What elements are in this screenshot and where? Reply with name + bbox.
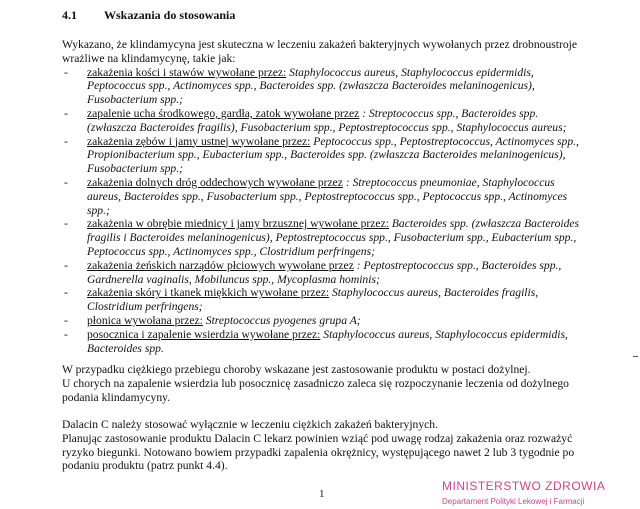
list-item (62, 217, 582, 258)
list-item (62, 176, 582, 217)
indication-label: zakażenia dolnych dróg oddechowych wywołane przez (87, 175, 343, 189)
list-item (62, 314, 582, 328)
indication-organisms: Bacteroides spp. (zwłaszcza Bacteroides fragilis i Bacteroides melaninogenicus), Peptostreptococcus spp., Fusobacterium spp., Eubacterium spp., Peptococcus spp., Actinomyces spp., Clostridium perfringens; (87, 217, 580, 258)
indication-label: posocznica i zapalenie wsierdzia wywołane przez: (87, 327, 321, 341)
margin-mark (633, 356, 638, 357)
section-heading (62, 9, 235, 23)
list-item (62, 328, 582, 356)
iv-use-paragraph (62, 363, 577, 404)
intro-paragraph: Wykazano, że klindamycyna jest skuteczna w leczeniu zakażeń bakteryjnych wywołanych przez drobnoustroje wrażliwe na klindamycynę, takie jak: (62, 38, 578, 65)
list-item (62, 66, 582, 107)
indication-label: zapalenie ucha środkowego, gardła, zatok wywołane przez (87, 106, 360, 120)
indication-organisms: : Peptostreptococcus spp., Bacteroides spp., Gardnerella vaginalis, Mobiluncus spp., Mycoplasma hominis; (87, 258, 562, 286)
indication-label: zakażenia zębów i jamy ustnej wywołane przez: (87, 134, 311, 148)
indication-organisms: Peptococcus spp., Peptostreptococcus, Actinomyces spp., Propionibacterium spp., Eubacterium spp., Bacteroides spp. (zwłaszcza Bacteroides melaninogenicus), Fusobacterium spp.; (87, 134, 579, 176)
stamp-title: MINISTERSTWO ZDROWIA (442, 479, 606, 493)
indication-label: zakażenia kości i stawów wywołane przez: (87, 65, 287, 79)
list-item (62, 286, 582, 314)
section-number: 4.1 (62, 8, 77, 22)
page-number: 1 (319, 488, 325, 500)
list-item (62, 107, 582, 135)
paragraph-line: Planując zastosowanie produktu Dalacin C lekarz powinien wziąć pod uwagę rodzaj zakażenia oraz rozważyć ryzyko biegunki. Notowano bowiem przypadki zapalenia okrężnicy, występującego nawet 2 lub 3 tygodnie po podaniu produktu (patrz punkt 4.4). (62, 431, 575, 473)
indication-organisms: : Streptococcus spp., Bacteroides spp. (zwłaszcza Bacteroides fragilis), Fusobacterium spp., Peptostreptococcus spp., Staphylococcus aureus; (87, 106, 567, 134)
stamp-subtitle: Departament Polityki Lekowej i Farmacji (442, 496, 585, 506)
paragraph-line: Dalacin C należy stosować wyłącznie w leczeniu ciężkich zakażeń bakteryjnych. (62, 418, 438, 431)
paragraph-line: W przypadku ciężkiego przebiegu choroby wskazane jest zastosowanie produktu w postaci dożylnej. (62, 363, 531, 376)
paragraph-line: U chorych na zapalenie wsierdzia lub posocznicę zasadniczo zaleca się rozpoczynanie leczenia od dożylnego podania klindamycyny. (62, 376, 569, 404)
indication-organisms: Staphylococcus aureus, Bacteroides fragilis, Clostridium perfringens; (87, 286, 539, 314)
ministry-stamp (442, 480, 605, 509)
indication-label: zakażenia w obrębie miednicy i jamy brzusznej wywołane przez: (87, 217, 389, 231)
indications-list (62, 66, 582, 356)
indication-label: płonica wywołana przez: (87, 313, 203, 327)
indications-block (62, 38, 582, 355)
usage-paragraph (62, 418, 577, 473)
list-item (62, 259, 582, 287)
list-item (62, 135, 582, 176)
indication-label: zakażenia żeńskich narządów płciowych wywołane przez (87, 258, 354, 272)
indication-organisms: Streptococcus pyogenes grupa A; (202, 313, 361, 327)
indication-label: zakażenia skóry i tkanek miękkich wywołane przez: (87, 286, 330, 300)
indication-organisms: Staphylococcus aureus, Staphylococcus epidermidis, Peptococcus spp., Actinomyces spp., Bacteroides spp. (zwłaszcza Bacteroides melaninogenicus), Fusobacterium spp.; (87, 65, 535, 107)
indication-organisms: : Streptococcus pneumoniae, Staphylococcus aureus, Bacteroides spp., Fusobacterium spp., Peptostreptococcus spp., Peptococcus spp., Actinomyces spp.; (87, 175, 568, 217)
indication-organisms: Staphylococcus aureus, Staphylococcus epidermidis, Bacteroides spp. (87, 327, 568, 355)
section-title: Wskazania do stosowania (104, 8, 236, 22)
